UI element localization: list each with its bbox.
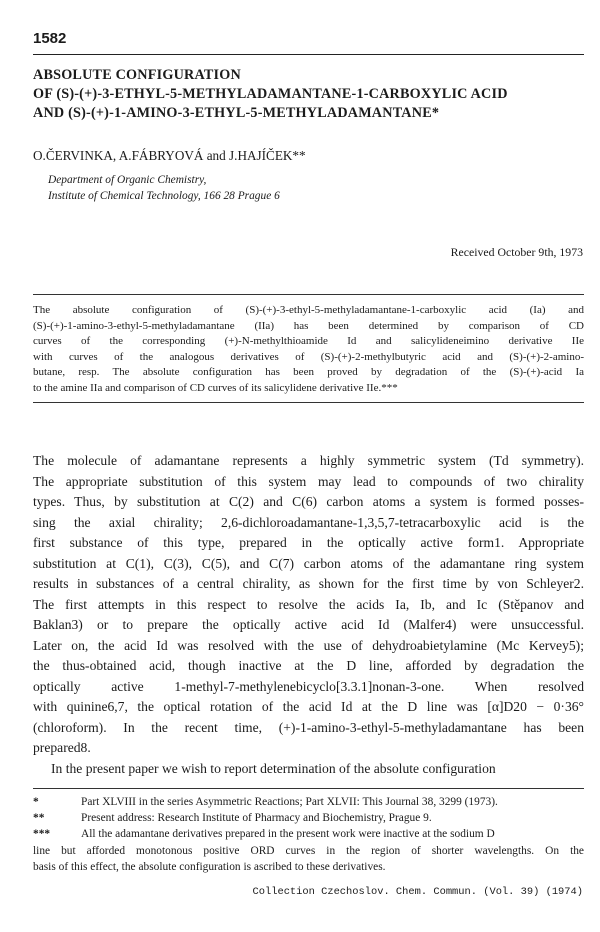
affiliation — [48, 172, 280, 204]
footnote-mark: ** — [33, 812, 45, 825]
title-line: OF (S)-(+)-3-ETHYL-5-METHYLADAMANTANE-1-CARBOXYLIC ACID — [33, 86, 508, 102]
body-line: with quinine6,7, the optical rotation of the acid Id at the D line was [α]D20 − 0·36° — [33, 699, 584, 714]
abstract-line: (S)-(+)-1-amino-3-ethyl-5-methyladamantane (IIa) has been determined by comparison of CD — [33, 319, 584, 332]
footnote-rule — [33, 788, 584, 789]
footnote-continuation: basis of this effect, the absolute configuration is ascribed to these derivatives. — [33, 860, 386, 873]
abstract-rule-top — [33, 294, 584, 295]
footnote — [33, 794, 584, 810]
body-line: prepared8. — [33, 740, 91, 755]
body-line: first substance of this type, prepared in the optically active form1. Appropriate — [33, 535, 584, 550]
body-line: In the present paper we wish to report determination of the absolute configuration — [51, 760, 496, 776]
body-line: Baklan3) or to prepare the optically active acid Id (Malfer4) were unsuccessful. — [33, 617, 584, 632]
journal-footer: Collection Czechoslov. Chem. Commun. (Vol. 39) (1974) — [252, 886, 583, 898]
footnotes — [33, 794, 584, 875]
body-line: optically active 1-methyl-7-methylenebicyclo[3.3.1]nonan-3-one. When resolved — [33, 678, 584, 694]
body-line: The molecule of adamantane represents a highly symmetric system (Td symmetry). — [33, 453, 584, 468]
title-line: ABSOLUTE CONFIGURATION — [33, 67, 241, 83]
body-line: The first attempts in this respect to resolve the acids Ia, Ib, and Ic (Stěpanov and — [33, 596, 584, 612]
abstract — [33, 303, 584, 397]
body-line: results in substances of a central chirality, as shown for the first time by von Schleyer2. — [33, 576, 584, 591]
abstract-line: curves of the corresponding (+)-N-methylthioamide Id and salicylideneimino derivative IIe — [33, 335, 584, 348]
header-rule — [33, 54, 584, 55]
title-line: AND (S)-(+)-1-AMINO-3-ETHYL-5-METHYLADAMANTANE* — [33, 105, 440, 121]
body-line: (chloroform). In the recent time, (+)-1-amino-3-ethyl-5-methyladamantane has been — [33, 719, 584, 735]
affiliation-line: Department of Organic Chemistry, — [48, 174, 207, 186]
footnote-text: All the adamantane derivatives prepared in the present work were inactive at the sodium D — [81, 828, 495, 841]
footnote — [33, 810, 584, 826]
abstract-line: with curves of the analogous derivatives of (S)-(+)-2-methylbutyric acid and (S)-(+)-2-amino- — [33, 350, 584, 363]
affiliation-line: Institute of Chemical Technology, 166 28 Prague 6 — [48, 190, 280, 202]
footnote-mark: * — [33, 796, 39, 808]
abstract-line: to the amine IIa and comparison of CD curves of its salicylidene derivative IIe.*** — [33, 381, 398, 394]
abstract-rule-bottom — [33, 402, 584, 403]
footnote-continuation: line but afforded monotonous positive ORD curves in the region of shorter wavelengths. On the — [33, 844, 584, 857]
received-date: Received October 9th, 1973 — [450, 245, 583, 259]
body-text — [33, 451, 584, 779]
body-line: substitution at C(1), C(3), C(5), and C(7) carbon atoms of the adamantane ring system — [33, 555, 584, 571]
article-title — [33, 66, 593, 123]
body-line: types. Thus, by substitution at C(2) and C(6) carbon atoms a system is formed posses- — [33, 494, 584, 509]
footnote — [33, 826, 584, 842]
abstract-line: The absolute configuration of (S)-(+)-3-ethyl-5-methyladamantane-1-carboxylic acid (Ia) and — [33, 304, 584, 316]
body-line: The appropriate substitution of this system may lead to compounds of two chirality — [33, 473, 584, 489]
body-line: Later on, the acid Id was resolved with the use of dehydroabietylamine (Mc Kervey5); — [33, 637, 584, 653]
body-line: sing the axial chirality; 2,6-dichloroadamantane-1,3,5,7-tetracarboxylic acid is the — [33, 514, 584, 530]
footnote-text: Present address: Research Institute of Pharmacy and Biochemistry, Prague 9. — [81, 812, 432, 825]
abstract-line: butane, resp. The absolute configuration has been proved by degradation of the (S)-(+)-acid Ia — [33, 366, 584, 379]
authors: O.ČERVINKA, A.FÁBRYOVÁ and J.HAJÍČEK** — [33, 148, 306, 163]
page-number: 1582 — [33, 30, 67, 47]
footnote-mark: *** — [33, 828, 51, 841]
body-line: the thus-obtained acid, though inactive at the D line, afforded by degradation the — [33, 658, 584, 673]
footnote-text: Part XLVIII in the series Asymmetric Reactions; Part XLVII: This Journal 38, 3299 (1973). — [81, 796, 498, 808]
